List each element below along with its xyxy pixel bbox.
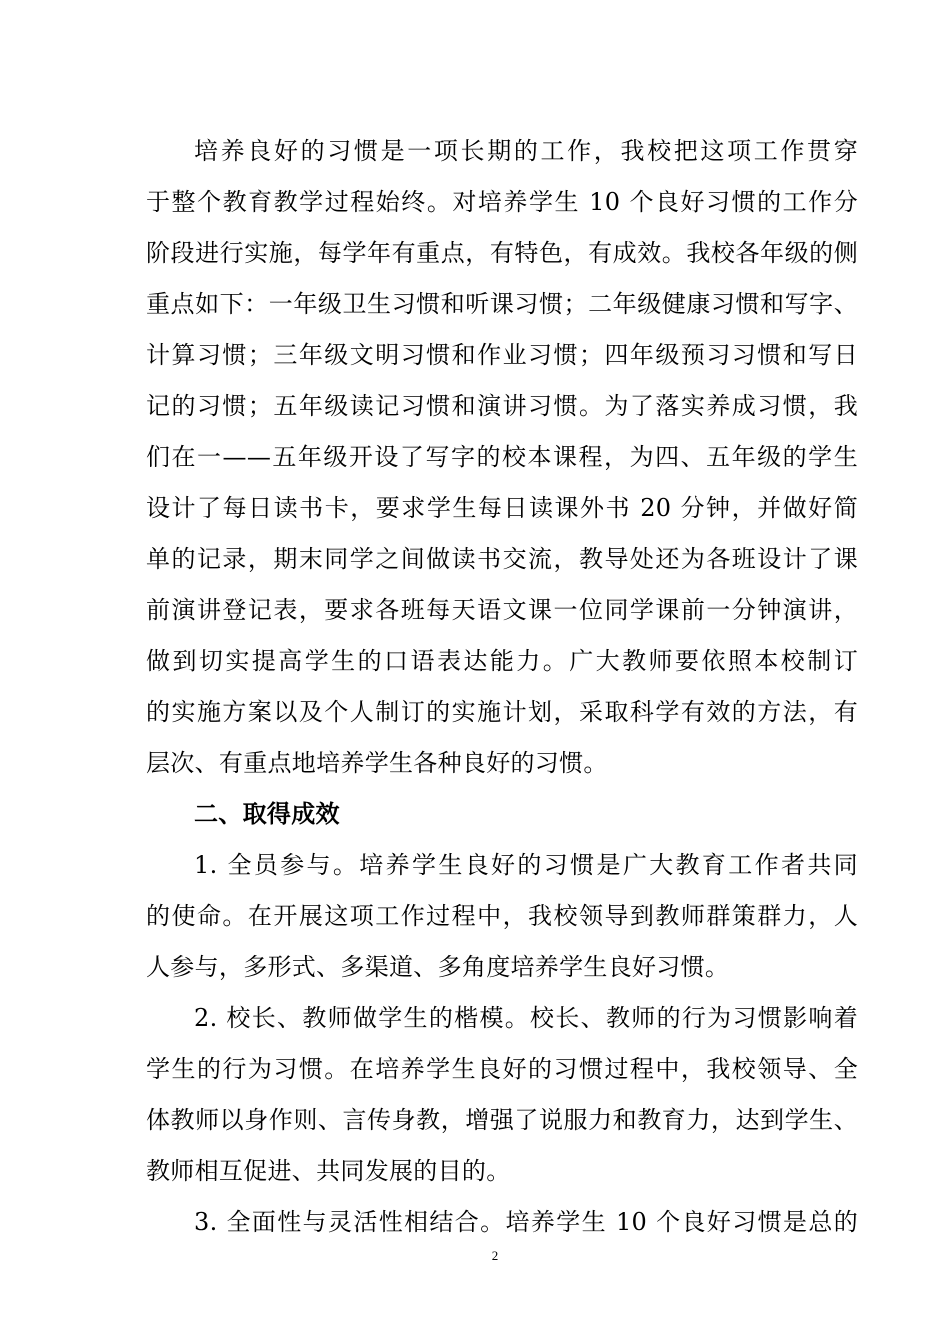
paragraph-line: 阶段进行实施，每学年有重点，有特色，有成效。我校各年级的侧 <box>146 239 858 267</box>
paragraph-line: 记的习惯；五年级读记习惯和演讲习惯。为了落实养成习惯，我 <box>146 392 858 420</box>
page-number: 2 <box>491 1248 499 1263</box>
paragraph-line: 计算习惯；三年级文明习惯和作业习惯；四年级预习习惯和写日 <box>146 341 858 369</box>
paragraph-line: 设计了每日读书卡，要求学生每日读课外书 20 分钟，并做好简 <box>146 494 858 522</box>
document-body <box>146 126 858 1248</box>
paragraph-line: 1. 全员参与。培养学生良好的习惯是广大教育工作者共同 <box>194 851 858 879</box>
paragraph-line: 3. 全面性与灵活性相结合。培养学生 10 个良好习惯是总的 <box>194 1208 858 1236</box>
paragraph-line: 前演讲登记表，要求各班每天语文课一位同学课前一分钟演讲， <box>146 596 858 624</box>
paragraph-line: 2. 校长、教师做学生的楷模。校长、教师的行为习惯影响着 <box>194 1004 858 1032</box>
paragraph-line: 做到切实提高学生的口语表达能力。广大教师要依照本校制订 <box>146 647 858 675</box>
paragraph-line: 学生的行为习惯。在培养学生良好的习惯过程中，我校领导、全 <box>146 1055 858 1083</box>
paragraph-line: 于整个教育教学过程始终。对培养学生 10 个良好习惯的工作分 <box>146 188 858 216</box>
paragraph-line: 的实施方案以及个人制订的实施计划，采取科学有效的方法，有 <box>146 698 858 726</box>
section-heading: 二、取得成效 <box>194 800 340 828</box>
paragraph-line: 培养良好的习惯是一项长期的工作，我校把这项工作贯穿 <box>194 137 858 165</box>
paragraph-line: 层次、有重点地培养学生各种良好的习惯。 <box>146 749 608 777</box>
paragraph-line: 人参与，多形式、多渠道、多角度培养学生良好习惯。 <box>146 953 730 981</box>
paragraph-line: 教师相互促进、共同发展的目的。 <box>146 1157 511 1185</box>
paragraph-line: 们在一——五年级开设了写字的校本课程，为四、五年级的学生 <box>146 443 858 471</box>
paragraph-line: 的使命。在开展这项工作过程中，我校领导到教师群策群力，人 <box>146 902 858 930</box>
paragraph-line: 单的记录，期末同学之间做读书交流，教导处还为各班设计了课 <box>146 545 858 573</box>
paragraph-line: 体教师以身作则、言传身教，增强了说服力和教育力，达到学生、 <box>146 1106 858 1134</box>
paragraph-line: 重点如下：一年级卫生习惯和听课习惯；二年级健康习惯和写字、 <box>146 290 858 318</box>
